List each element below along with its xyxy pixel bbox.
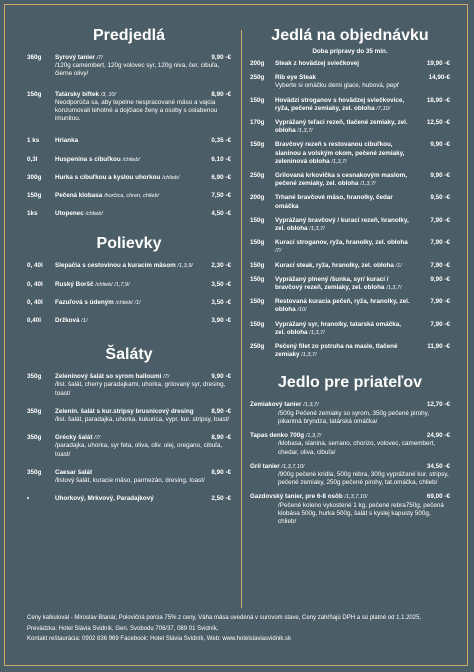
menu-item-row (27, 434, 231, 442)
predjedla-heading: Predjedlá (92, 27, 166, 44)
menu-item-row (250, 194, 450, 210)
menu-item (27, 156, 231, 164)
item-weight: 150g (250, 216, 265, 224)
item-price: 7,90 -€ (430, 239, 450, 247)
item-name-text: Hurka s cibuľkou a kyslou uhorkou (55, 173, 161, 181)
item-price: 6,90 -€ (211, 173, 231, 181)
item-name-text: Restovaná kuracia pečeň, ryža, hranolky, zel. obloha (275, 298, 410, 314)
menu-item (250, 343, 450, 359)
menu-item-row (250, 493, 450, 501)
item-price: 12,50 -€ (426, 119, 450, 127)
item-allergens: /1/ (395, 262, 402, 269)
item-price: 0,35 -€ (211, 137, 231, 145)
menu-item-row (250, 172, 450, 188)
item-price: 3,90 -€ (211, 317, 231, 325)
item-price: 8,90 -€ (211, 407, 231, 415)
item-name-text: Grilovaná krkovička s cesnakovým maslom, pečené zemiaky, zel. obloha (275, 172, 407, 188)
item-price: 7,90 -€ (430, 320, 450, 328)
item-allergens: /1,3,7/ (309, 226, 325, 233)
menu-item-row (27, 192, 231, 200)
menu-item-row (250, 119, 450, 135)
item-weight: 350g (27, 434, 42, 442)
item-weight: 200g (250, 194, 265, 202)
item-description: /120g camembert, 120g volovec syr, 120g niva, čer. cibuľa, čierne olivy/ (55, 62, 220, 78)
item-allergens: /7/ (163, 374, 170, 381)
item-name-text: Pečený filet zo pstruha na masle, tlačené zemiaky (275, 343, 398, 359)
menu-item (27, 469, 231, 485)
item-allergens: /3, 10/ (100, 91, 117, 98)
item-name-text: Zeleninový šalát so syrom halloumi (55, 373, 162, 381)
item-weight: 150g (250, 239, 265, 247)
menu-item (250, 60, 450, 68)
item-name (250, 493, 412, 501)
item-weight: 0, 40l (27, 298, 43, 306)
menu-item (27, 495, 231, 503)
item-allergens: /1,3,7/ (297, 128, 313, 135)
item-description: Vyberte si omáčku demi glace, hubová, pepř (275, 82, 400, 90)
priatelov-list (250, 401, 450, 526)
item-price: 3,50 -€ (211, 298, 231, 306)
menu-item (250, 217, 450, 233)
item-weight: 250g (250, 74, 265, 82)
item-name (250, 463, 412, 471)
item-name-text: Pečená klobasa (55, 192, 103, 200)
menu-item (250, 298, 450, 314)
menu-item (250, 493, 450, 526)
menu-item-row (250, 262, 450, 270)
item-allergens: /7,10/ (376, 105, 391, 112)
item-price: 6,10 -€ (211, 155, 231, 163)
menu-item (27, 91, 231, 124)
item-name (275, 239, 412, 255)
menu-item (250, 74, 450, 90)
menu-item-row (250, 141, 450, 166)
menu-item (27, 192, 231, 200)
menu-item (27, 299, 231, 307)
item-weight: 350g (27, 468, 42, 476)
menu-item (27, 262, 231, 270)
item-name-text: Uhorkový, Mrkvový, Paradajkový (55, 495, 154, 503)
item-name (55, 156, 197, 164)
menu-item (250, 172, 450, 188)
preparation-note: Doba prípravy do 35 min. (312, 48, 388, 55)
item-name-text: Ruský Boršč (55, 280, 94, 288)
item-name (275, 298, 412, 314)
item-weight: 150g (27, 192, 42, 200)
item-price: 3,50 -€ (211, 280, 231, 288)
menu-item-row (27, 137, 231, 145)
item-allergens: /1,3,7/ (301, 352, 317, 359)
item-description: /900g pečené krídla, 500g rebra, 300g vyprážané kur. stripsy, pečené zemiaky, 250g pečené pirohy, tat.omáčka, chlieb/ (278, 470, 449, 487)
item-name (275, 321, 412, 337)
item-description: /list. šalát, cherry paradajkami, uhorka, grilovaný syr, dresing, toast/ (55, 381, 226, 397)
item-name (275, 60, 412, 68)
item-name (275, 343, 412, 359)
item-weight: 300g (27, 173, 42, 181)
item-allergens: /1,3,7/ (331, 158, 347, 165)
item-price: 7,90 -€ (430, 216, 450, 224)
menu-item (250, 262, 450, 270)
item-name (275, 262, 412, 270)
item-weight: 150g (250, 298, 265, 306)
item-price: 34,50 -€ (426, 462, 450, 470)
item-name-text: Fazuľová s údeným (55, 298, 114, 306)
menu-item-row (250, 463, 450, 471)
menu-item-row (250, 432, 450, 440)
item-name-text: Utopenec (55, 210, 84, 218)
item-name (55, 210, 197, 218)
item-name (275, 217, 412, 233)
item-price: 9,90 -€ (430, 141, 450, 149)
item-allergens: /1,3,9/ (177, 263, 193, 270)
item-name-text: Držková (55, 317, 80, 325)
menu-item (250, 239, 450, 255)
item-weight: 150g (250, 141, 265, 149)
item-price: 69,00 -€ (426, 493, 450, 501)
menu-item (27, 174, 231, 182)
item-allergens: /7/ (94, 435, 101, 442)
item-price: 8,90 -€ (211, 468, 231, 476)
item-weight: 350g (27, 373, 42, 381)
item-name-text: Vyprážaný bravčový / kurací rezeň, hranolky, zel. obloha (275, 216, 409, 233)
menu-item-row (250, 276, 450, 292)
objednavka-list (250, 60, 450, 359)
item-name (55, 262, 197, 270)
item-allergens: /1,3,7/ (305, 433, 322, 440)
predjedla-list (27, 54, 231, 218)
item-name-text: Gazdovský tanier, pre 6-8 osôb (250, 493, 343, 501)
item-name-text: Steak z hovädzej sviečkovej (275, 60, 360, 67)
menu-item-row (27, 91, 231, 99)
item-name (250, 432, 412, 440)
item-price: 14,90-€ (428, 74, 450, 82)
item-name-text: Slepačia s cestovinou a kuracím mäsom (55, 262, 176, 270)
item-price: 9,90 -€ (430, 275, 450, 283)
menu-item-row (250, 401, 450, 409)
item-description: /Pečené koleno vykostené 1 kg, pečené rebra750g, pečená klobása 500g, hurka 500g, šalát s kyslej kapusty 500g, chlieb/ (278, 501, 444, 525)
menu-item-row (27, 317, 231, 325)
item-name (275, 276, 412, 292)
item-name (55, 434, 197, 442)
menu-item (27, 373, 231, 398)
footer-pricing-note: Ceny kalkuloval - Miroslav Blanár, Polovičná porcia 75% z ceny, Váha mäsa uvedená v surovom stave, Ceny zahŕňajú DPH a sú platné od 1.1.2025, (27, 615, 422, 621)
item-price: 24,90 -€ (426, 432, 450, 440)
item-description: /list. šalát, paradajka, uhorka, kukurica, vypr. kur. stripsy, toast/ (55, 416, 230, 424)
item-name (55, 91, 197, 99)
item-price: 7,50 -€ (211, 192, 231, 200)
item-name (275, 74, 412, 82)
item-weight: 250g (250, 343, 265, 351)
item-price: 12,70 -€ (426, 401, 450, 409)
item-name-text: Vyprážaný teľací rezeň, tlačené zemiaky, zel. obloha (275, 119, 408, 135)
item-allergens: /chlieb/ (85, 211, 103, 218)
item-price: 9,50 -€ (430, 194, 450, 202)
salaty-list (27, 373, 231, 503)
item-name-text: Gril tanier (250, 462, 280, 470)
column-divider (241, 30, 242, 608)
item-name-text: Hovädzí stroganov s hovädzej sviečkovice, ryža, pečené zemiaky, zel. obloha (275, 96, 405, 112)
item-name (55, 299, 197, 307)
item-allergens: /1/ (81, 318, 88, 325)
menu-item-row (27, 174, 231, 182)
item-allergens: /7/ (275, 248, 282, 255)
item-weight: 350g (27, 407, 42, 415)
item-name-text: Caesar šalát (55, 468, 93, 476)
item-weight: 1ks (27, 210, 38, 218)
footer-address: Prevádzka: Hotel Slávia Svidník, Gen. Svobodu 706/37, 089 01 Svidník, (27, 625, 219, 632)
item-weight: 360g (27, 54, 42, 61)
item-name-text: Trhané bravčové mäso, hranolky, čedar omáčka (275, 194, 393, 210)
item-allergens: /1,3,7/ (386, 285, 402, 292)
item-price: 11,90 -€ (427, 343, 450, 351)
item-name-text: Syrový tanier (55, 54, 95, 61)
menu-item (27, 434, 231, 459)
item-description: /500g Pečené zemiaky so syrom, 350g pečené pirohy, pikantná bryndza, tatárská omáčka/ (278, 409, 430, 425)
footer (27, 613, 447, 645)
item-price: 2,50 -€ (211, 495, 231, 503)
item-weight: 200g (250, 60, 265, 67)
left-column (27, 26, 231, 509)
item-name (55, 469, 197, 477)
item-price: 19,90 -€ (426, 60, 450, 67)
item-price: 8,90 -€ (211, 434, 231, 442)
menu-item-row (27, 262, 231, 270)
item-name (55, 317, 197, 325)
item-allergens: /1,3,7,10/ (281, 463, 305, 470)
item-allergens: /chlieb/ (162, 174, 180, 181)
item-name-text: Vyprážaný plnený /šunka, syr/ kurací / bravčový rezeň, zemiaky, zel. obloha (275, 275, 389, 292)
item-name (55, 174, 197, 182)
item-price: 4,50 -€ (211, 210, 231, 218)
objednavka-heading: Jedlá na objednávku (271, 27, 429, 44)
item-name-text: Grécky šalát (55, 434, 93, 442)
priatelov-heading: Jedlo pre priateľov (278, 374, 422, 392)
menu-item-row (27, 54, 231, 62)
menu-item-row (27, 156, 231, 164)
menu-item-row (27, 469, 231, 477)
item-price: 7,90 -€ (430, 261, 450, 269)
menu-item-row (250, 217, 450, 233)
menu-item (250, 276, 450, 292)
menu-item-row (27, 408, 231, 416)
menu-item-row (250, 343, 450, 359)
item-price: 18,90 -€ (426, 96, 450, 104)
menu-item (250, 432, 450, 457)
menu-item (250, 463, 450, 488)
menu-item (250, 119, 450, 135)
item-name (275, 194, 412, 210)
item-name-text: Kurací stroganov, ryža, hranolky, zel. obloha (275, 239, 408, 247)
item-name (250, 401, 412, 409)
menu-item-row (27, 281, 231, 289)
menu-item-row (250, 60, 450, 68)
item-name (55, 408, 197, 416)
menu-item-row (27, 210, 231, 218)
item-allergens: /7/ (96, 55, 103, 61)
item-weight: 1 ks (27, 137, 40, 145)
right-column (250, 26, 450, 532)
item-name (55, 192, 197, 200)
item-name-text: Tapas denko 700g (250, 432, 305, 440)
item-name (275, 172, 412, 188)
item-price: 9,90 -€ (430, 172, 450, 180)
item-weight: 150g (250, 96, 265, 104)
item-description: /klobasa, slanina, serrano, chorizo, volovec, camembert, chedar, oliva, cibuľa/ (278, 440, 436, 456)
menu-item (27, 281, 231, 289)
item-allergens: /10/ (297, 307, 307, 314)
item-name (55, 281, 197, 289)
item-allergens: /1,3,7/ (303, 402, 319, 409)
item-weight: 150g (250, 261, 265, 269)
item-allergens: /1,3,7/ (360, 181, 376, 188)
item-name-text: Huspenina s cibuľkou (55, 155, 121, 163)
item-name-text: Zelenin. šalát s kur.stripsy brusnicový dresing (55, 407, 194, 415)
item-weight: 0, 40l (27, 280, 43, 288)
item-description: Neodporúča sa, aby tepelne nespracované mäso a vajcia konzumovali tehotné a dojčiace ženy a osoby s oslabenou imunitou. (55, 98, 218, 123)
item-name (55, 495, 197, 503)
item-price: 8,90 -€ (211, 90, 231, 98)
item-weight: 170g (250, 119, 265, 127)
item-name (55, 373, 197, 381)
menu-item-row (27, 495, 231, 503)
item-name (275, 97, 412, 113)
item-price: 7,90 -€ (430, 298, 450, 306)
item-allergens: /1,3,7,10/ (344, 494, 368, 501)
item-allergens: /chlieb/ (122, 156, 140, 163)
item-description: /paradajka, uhorka, syr feta, oliva, oliv. olej, oregano, cibuľa, toast/ (55, 442, 223, 458)
item-allergens: /1,3,7/ (309, 329, 325, 336)
menu-item (27, 408, 231, 424)
menu-item (250, 141, 450, 166)
item-name-text: Vyprážaný syr, hranolky, tatarská omáčka, zel. obloha (275, 320, 402, 336)
footer-contact: Kontakt reštaurácia: 0902 836 969 Facebook: Hotel Slávia Svidník, Web: www.hotelslaviasvidnik.sk (27, 636, 292, 642)
menu-item-row (250, 74, 450, 82)
menu-item (27, 54, 231, 79)
item-price: 9,90 -€ (211, 373, 231, 381)
item-name (275, 141, 412, 166)
item-weight: 150g (250, 320, 265, 328)
item-weight: 0,40l (27, 317, 42, 325)
item-name (275, 119, 412, 135)
menu-item-row (250, 298, 450, 314)
polievky-heading: Polievky (96, 235, 162, 253)
item-allergens: /horčica, chren, chlieb/ (104, 193, 160, 200)
item-weight: • (27, 495, 30, 503)
polievky-list (27, 262, 231, 325)
item-name-text: Tatársky biftek (55, 90, 99, 98)
menu-item (250, 194, 450, 210)
item-name (55, 137, 197, 145)
menu-item-row (250, 239, 450, 255)
menu-item-row (27, 299, 231, 307)
menu-item (27, 317, 231, 325)
menu-item-row (250, 321, 450, 337)
item-weight: 250g (250, 172, 265, 180)
item-price: 9,90 -€ (211, 54, 231, 61)
item-name-text: Hrianka (55, 137, 79, 145)
menu-item (250, 401, 450, 426)
item-price: 2,30 -€ (211, 262, 231, 270)
item-name-text: Rib eye Steak (275, 74, 316, 82)
salaty-heading: Šaláty (105, 346, 153, 364)
menu-item-row (27, 373, 231, 381)
menu-item (250, 97, 450, 113)
item-weight: 0, 40l (27, 262, 43, 270)
item-allergens: /chlieb/ /1,7,9/ (95, 281, 130, 288)
menu-item (27, 210, 231, 218)
menu-item (250, 321, 450, 337)
item-name-text: Bravčový rezeň s restovanou cibuľkou, slaninou a volským okom, pečené zemiaky, zeleninová obloha (275, 141, 405, 165)
item-allergens: /chlieb/ /1/ (115, 299, 141, 306)
item-name (55, 54, 197, 62)
menu-item (27, 137, 231, 145)
item-weight: 150g (27, 90, 42, 98)
item-name-text: Zemiakový tanier (250, 401, 302, 409)
item-description: /listový šalát, kuracie mäso, parmezán, dresing, toast/ (55, 477, 205, 485)
item-name-text: Kurací steak, ryža, hranolky, zel. obloha (275, 261, 394, 269)
item-weight: 0,3l (27, 155, 38, 163)
item-weight: 150g (250, 275, 265, 283)
menu-item-row (250, 97, 450, 113)
